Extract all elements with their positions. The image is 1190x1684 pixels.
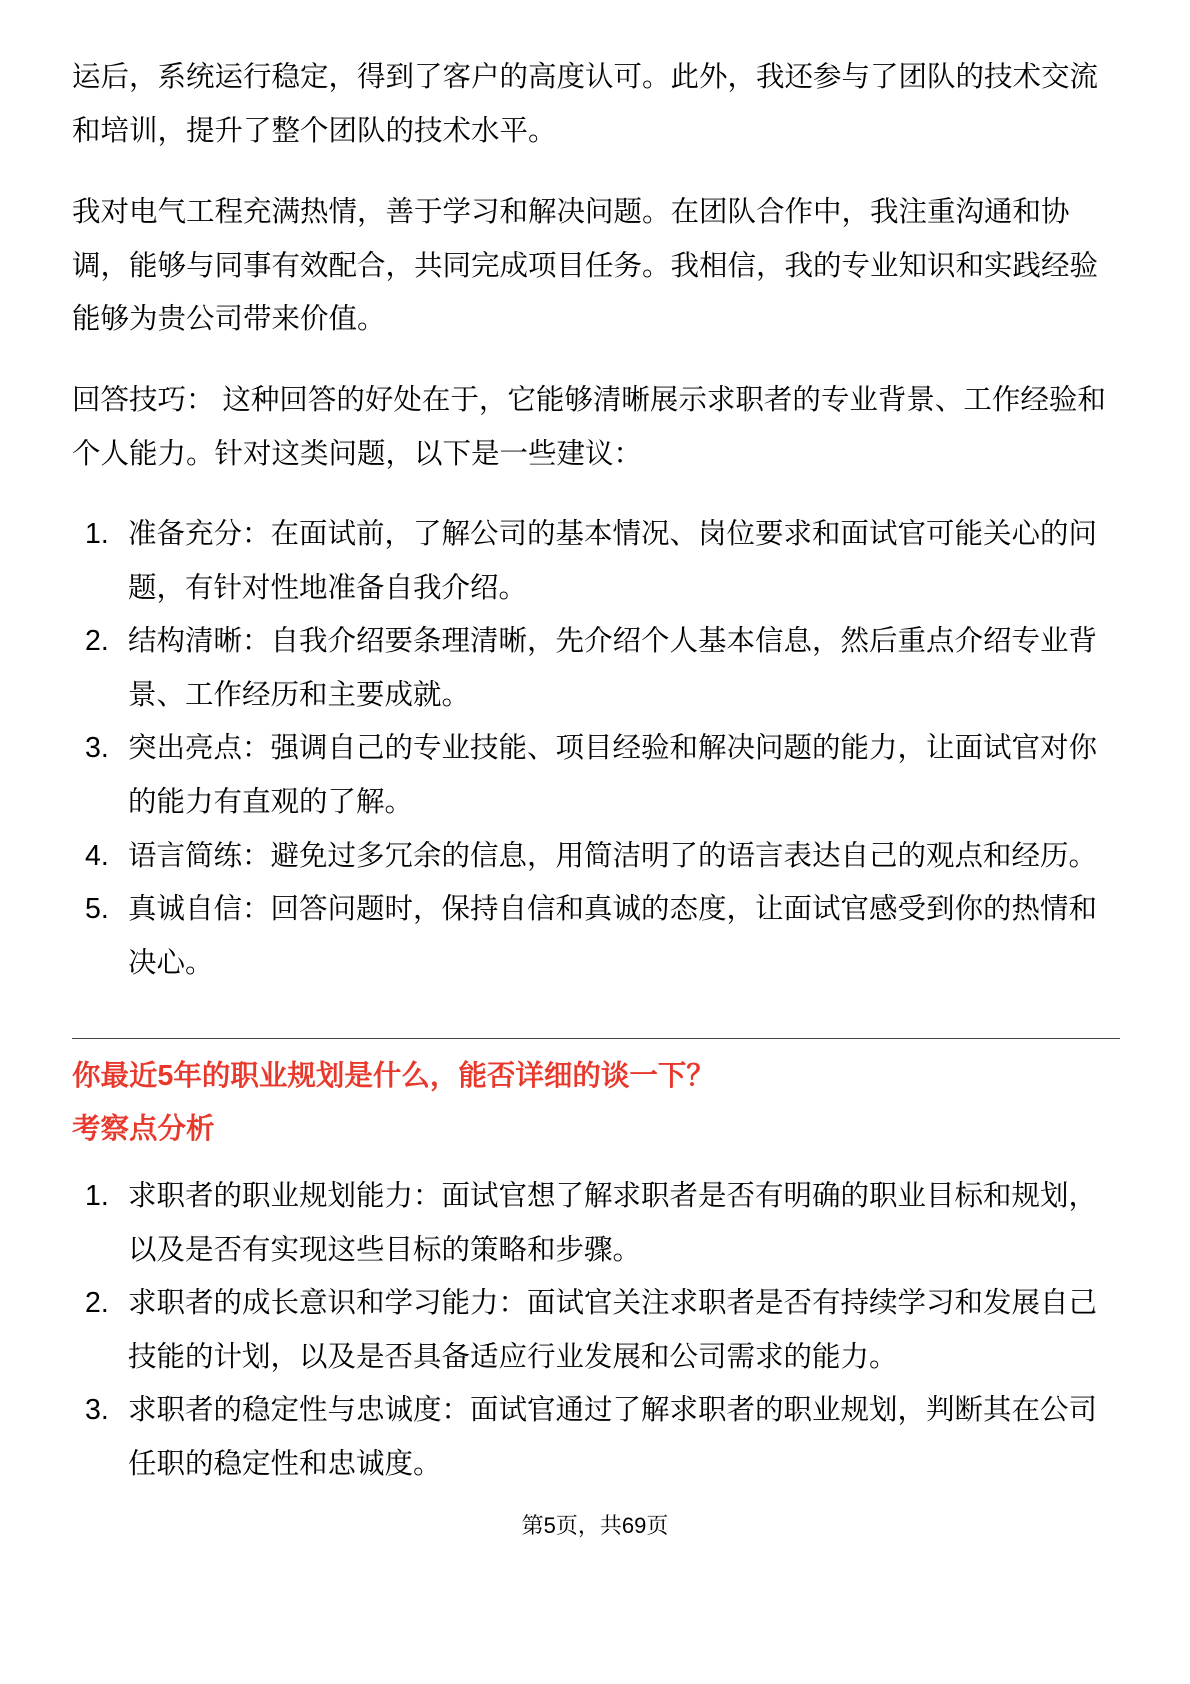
list-text: 突出亮点：强调自己的专业技能、项目经验和解决问题的能力，让面试官对你的能力有直观的了解。 (128, 732, 1098, 818)
list-text: 真诚自信：回答问题时，保持自信和真诚的态度，让面试官感受到你的热情和决心。 (128, 893, 1098, 979)
page-number: 第5页，共69页 (521, 1513, 669, 1538)
list-number: 3. (85, 1394, 109, 1427)
list-item (72, 508, 1120, 615)
list-text: 结构清晰：自我介绍要条理清晰，先介绍个人基本信息，然后重点介绍专业背景、工作经历和主要成就。 (128, 625, 1098, 711)
list-text: 准备充分：在面试前，了解公司的基本情况、岗位要求和面试官可能关心的问题，有针对性地准备自我介绍。 (128, 518, 1098, 604)
section-divider (72, 1038, 1120, 1039)
question-heading: 你最近5年的职业规划是什么，能否详细的谈一下？ (72, 1060, 715, 1092)
analysis-subheading: 考察点分析 (72, 1113, 215, 1145)
paragraph-self-summary: 我对电气工程充满热情，善于学习和解决问题。在团队合作中，我注重沟通和协调，能够与同事有效配合，共同完成项目任务。我相信，我的专业知识和实践经验能够为贵公司带来价值。 (72, 196, 1099, 336)
list-number: 1. (85, 518, 109, 550)
list-text: 语言简练：避免过多冗余的信息，用简洁明了的语言表达自己的观点和经历。 (128, 839, 1098, 872)
analysis-list (72, 1170, 1120, 1492)
list-item (72, 1170, 1120, 1277)
list-item (72, 830, 1120, 884)
paragraph-project-result: 运后，系统运行稳定，得到了客户的高度认可。此外，我还参与了团队的技术交流和培训，提升了整个团队的技术水平。 (72, 61, 1099, 147)
list-number: 1. (85, 1180, 109, 1212)
list-item (72, 615, 1120, 722)
list-number: 2. (85, 625, 109, 658)
list-item (72, 883, 1120, 990)
list-number: 5. (85, 893, 109, 926)
list-text: 求职者的成长意识和学习能力：面试官关注求职者是否有持续学习和发展自己技能的计划，以及是否具备适应行业发展和公司需求的能力。 (128, 1287, 1098, 1373)
list-text: 求职者的职业规划能力：面试官想了解求职者是否有明确的职业目标和规划，以及是否有实现这些目标的策略和步骤。 (128, 1180, 1098, 1266)
list-text: 求职者的稳定性与忠诚度：面试官通过了解求职者的职业规划，判断其在公司任职的稳定性和忠诚度。 (128, 1394, 1098, 1480)
list-number: 2. (85, 1287, 109, 1320)
list-item (72, 1277, 1120, 1384)
tips-list (72, 508, 1120, 990)
list-item (72, 1384, 1120, 1491)
list-number: 4. (85, 839, 109, 872)
paragraph-answer-tips: 回答技巧： 这种回答的好处在于，它能够清晰展示求职者的专业背景、工作经验和个人能力。针对这类问题，以下是一些建议： (72, 384, 1106, 470)
list-number: 3. (85, 732, 109, 765)
list-item (72, 722, 1120, 829)
